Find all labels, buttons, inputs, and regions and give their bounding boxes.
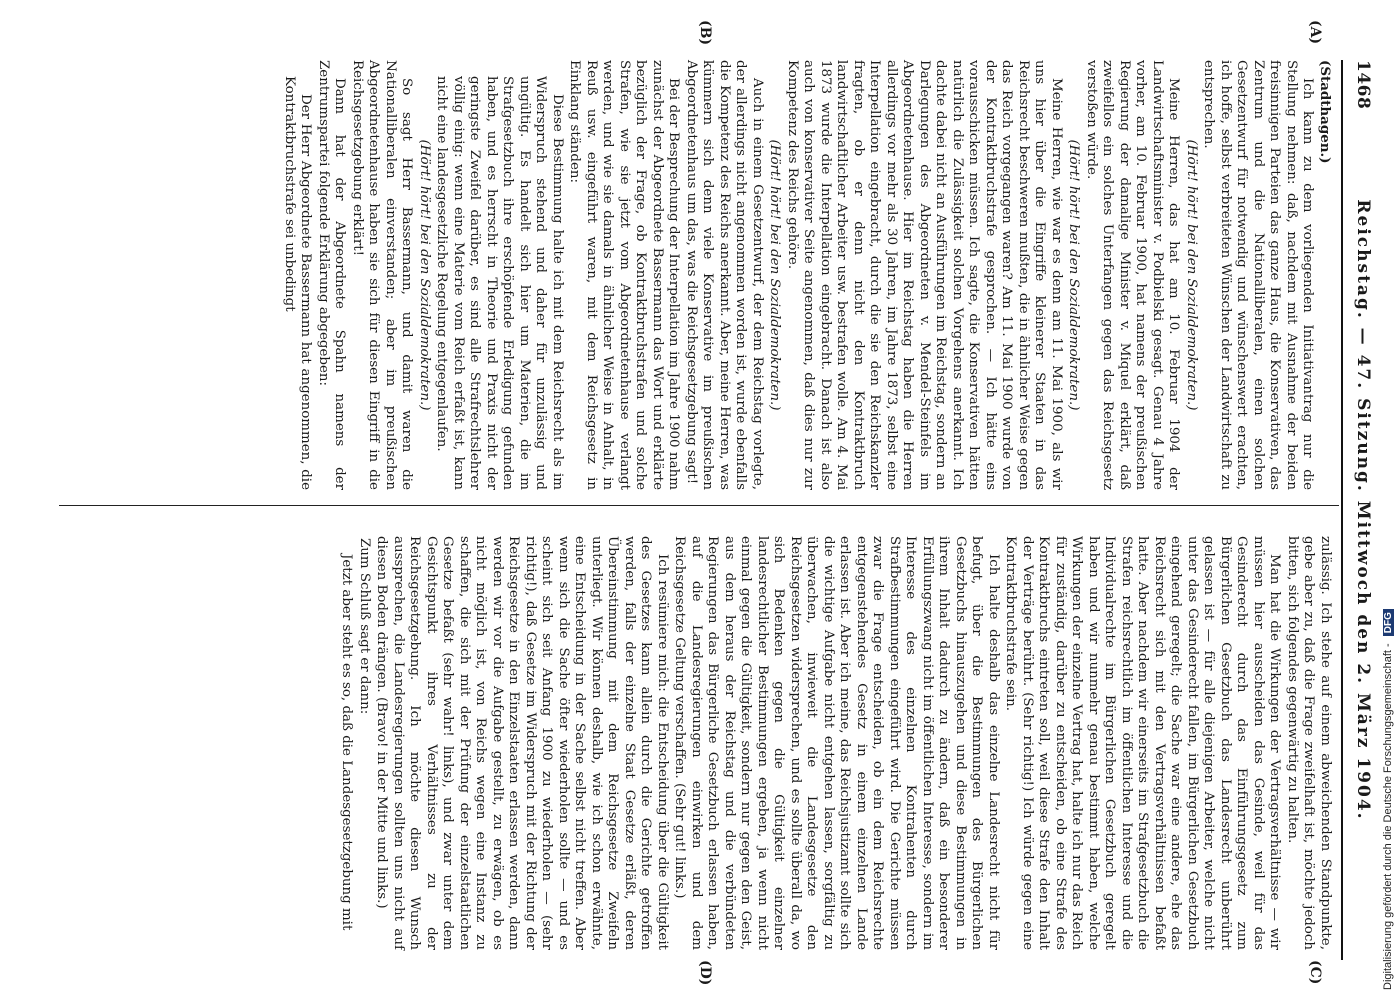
paragraph: Auch in einem Gesetzentwurf, der dem Reichstag vorlegte, der allerdings nicht angenommen worden ist, wurde ebenfalls die Kompetenz des Reichs anerkannt. Aber, meine Herren, was kümmern sich denn viele Konservative im preußischen Abgeordnetenhaus um das, was die Reichsgesetzgebung sagt! (684, 60, 765, 490)
paragraph: So sagt Herr Bassermann, und damit waren die Nationalliberalen einverstanden; aber im preußischen Abgeordnetenhause haben sie sich für diesen Eingriff in die Reichsgesetzgebung erklärt! (350, 60, 415, 490)
left-column (73, 60, 1333, 490)
paragraph: Dann hat der Abgeordnete Spahn namens der Zentrumspartei folgende Erklärung abgegeben: (316, 60, 348, 490)
quotation: Jetzt aber steht es so, daß die Landesgesetzgebung mit (339, 554, 355, 931)
rotated-newspaper-page (63, 0, 1383, 1000)
paragraph: Meine Herren, wie war es denn am 11. Mai 1900, als wir uns hier über die Eingriffe kleinerer Staaten in das Reichsrecht beschweren mußten, die in ähnlicher Weise gegen das Reich vorgegangen waren? Am 11. Mai 1900 wurde von der Kontraktbruchstrafe gesprochen. — Ich hätte eins vorausschicken müssen. Ich sagte, die Konservativen hätten natürlich die Zulässigkeit solchen Vorgehens anerkannt. Ich dachte dabei nicht an Ausführungen im Reichstag, sondern an Darlegungen des Abgeordneten v. Mendel-Steinfels im Abgeordnetenhause. Hier im Reichstag haben die Herren allerdings vor mehr als 30 Jahren, im Jahre 1873, selbst eine Interpellation eingebracht, durch die sie den Reichskanzler fragten, ob er denn nicht den Kontraktbruch landwirtschaftlicher Arbeiter usw. bestrafen wolle. Am 4. Mai 1873 wurde die Interpellation eingebracht. Danach ist also auch von konservativer Seite angenommen, daß dies nur zur Kompetenz des Reichs gehöre. (785, 60, 1064, 490)
interjection: (Hört! hört! bei den Sozialdemokraten.) (1184, 139, 1199, 411)
page-title: Reichstag. — 47. Sitzung. Mittwoch den 2. März 1904. (1353, 199, 1373, 821)
interjection: (Hört! hört! bei den Sozialdemokraten.) (767, 139, 783, 411)
quotation: Man hat die Wirkungen der Vertragsverhältnisse — wir müssen hier ausscheiden das Gesinde, weil für das Gesinderecht durch das Einführungsgesetz zum Bürgerlichen Gesetzbuch das Landesrecht unberührt gelassen ist — für alle diejenigen Arbeiter, welche nicht unter das Gesinderecht fallen, im Bürgerlichen Gesetzbuch eingehend geregelt; die Sache war eine andere, ehe das Reichsrecht sich mit den Vertragsverhältnissen befaßt hatte. Aber nachdem wir einerseits im Strafgesetzbuch die Strafen reichsrechtlich im öffentlichen Interesse und die Individualrechte im Bürgerlichen Gesetzbuch geregelt haben und wir nunmehr genau bestimmt haben, welche Wirkungen der einzelne Vertrag hat, halte ich nur das Reich für zuständig, darüber zu entscheiden, ob eine Strafe des Kontraktbruchs eintreten soll, weil diese Strafe den Inhalt der Verträge berührt. (Sehr richtig!) Ich würde gegen eine Kontraktbruchstrafe sein. (1003, 536, 1283, 950)
funding-note: Digitalisierung gefördert durch die Deutsche Forschungsgemeinschaft - (1382, 643, 1394, 990)
interjection: (Hört! hört! bei den Sozialdemokraten.) (1066, 139, 1082, 411)
page-number: 1468 (1353, 60, 1373, 110)
interjection: (Hört! hört! bei den Sozialdemokraten.) (417, 139, 432, 411)
paragraph: Bei der Besprechung der Interpellation im Jahre 1900 nahm zunächst der Abgeordnete Bassermann das Wort und erklärte bezüglich der Frage, ob Kontraktbruchstrafen und solche Strafen, wie sie jetzt vom Abgeordnetenhause verlangt werden, und wie sie damals in ähnlicher Weise in Anhalt, in Reuß usw. eingeführt waren, mit dem Reichsgesetz in Einklang ständen: (567, 60, 682, 490)
quotation: Der Herr Abgeordnete Bassermann hat angenommen, die Kontraktbruchstrafe sei unbedingt (282, 76, 314, 490)
right-column (73, 520, 1333, 950)
quotation: zulässig. Ich stehe auf einem abweichenden Standpunkte, gebe aber zu, daß die Frage zweifelhaft ist, möchte jedoch bitten, sich folgendes gegenwärtig zu halten. (1285, 536, 1333, 950)
margin-mark-b: (B) (697, 20, 713, 46)
header-rule (1341, 60, 1343, 960)
margin-mark-a: (A) (1307, 20, 1323, 45)
speaker-name: (Stadthagen.) (1317, 60, 1333, 164)
quotation: Ich halte deshalb das einzelne Landesrecht nicht für befugt, über die Bestimmungen des Bürgerlichen Gesetzbuchs hinauszugehen und diese Bestimmungen in ihrem Inhalt dadurch zu ändern, daß ein besonderer Erfüllungszwang nicht im öffentlichen Interesse, sondern im Interesse des einzelnen Kontrahenten durch Strafbestimmungen eingeführt wird. Die Gerichte müssen zwar die Frage entscheiden, ob ein dem Reichsrechte entgegenstehendes Gesetz in einem einzelnen Lande erlassen ist. Aber ich meine, das Reichsjustizamt sollte sich die wichtige Aufgabe nicht entgehen lassen, sorgfältig zu überwachen, inwieweit die Landesgesetze den Reichsgesetzen widersprechen, und es sollte überall da, wo sich Bedenken gegen die Gültigkeit einzelner landesrechtlicher Bestimmungen ergeben, ja wenn nicht einmal gegen die Gültigkeit, sondern nur gegen den Geist, aus dem heraus der Reichstag und die verbündeten Regierungen das Bürgerliche Gesetzbuch erlassen haben, auf die Landesregierungen einwirken und dem Reichsgesetze Geltung verschaffen. (Sehr gut! links.) (672, 536, 1001, 950)
quotation: Ich resümiere mich: die Entscheidung über die Gültigkeit des Gesetzes kann allein durch die Gerichte getroffen werden, falls der einzelne Staat Gesetze erläßt, deren Übereinstimmung mit dem Reichsgesetze Zweifeln unterliegt. Wir können deshalb, wie ich schon erwähnte, eine Entscheidung in der Sache selbst nicht treffen. Aber wenn sich die Sache öfter wiederholen sollte — und es scheint sich seit Anfang 1900 zu wiederholen — (sehr richtig!), daß Gesetze im Widerspruch mit der Richtung der Reichsgesetze in den Einzelstaaten erlassen werden, dann werden wir vor die Aufgabe gestellt, zu erwägen, ob es nicht möglich ist, von Reichs wegen eine Instanz zu schaffen, die sich mit der Prüfung der einzelstaatlichen Gesetze befaßt (sehr wahr! links), und zwar unter dem Gesichtspunkt ihres Verhältnisses zu der Reichsgesetzgebung. Ich möchte diesen Wunsch aussprechen, die Landesregierungen sollten uns nicht auf diesen Boden drängen. (Bravo! in der Mitte und links.) (374, 536, 670, 950)
column-divider (59, 505, 1339, 506)
paragraph: Meine Herren, das hat am 10. Februar 1904 der Landwirtschaftsminister v. Podbielski gesagt. Genau 4 Jahre vorher, am 10. Februar 1900, hat namens der preußischen Regierung der damalige Minister v. Miquel erklärt, daß zweifellos ein solches Unterfangen gegen das Reichsgesetz verstoßen würde. (1084, 60, 1182, 490)
paragraph: Ich kann zu dem vorliegenden Initiativantrag nur die Stellung nehmen: daß, nachdem mit Ausnahme der beiden freisinnigen Parteien das ganze Haus, die Konservativen, das Zentrum und die Nationalliberalen, einen solchen Gesetzentwurf für notwendig und wünschenswert erachten, ich hoffe, selbst verbreiteten Wünschen der Landwirtschaft zu entsprechen. (1201, 60, 1316, 490)
margin-mark-d: (D) (697, 960, 713, 986)
margin-mark-c: (C) (1307, 960, 1323, 985)
quotation: Diese Bestimmung halte ich mit dem Reichsrecht als im Widerspruch stehend und daher für unzulässig und ungültig. Es handelt sich hier um Materien, die im Strafgesetzbuch ihre erschöpfende Erledigung gefunden haben, und es herrscht in Theorie und Praxis nicht der geringste Zweifel darüber, es sind alle Strafrechtslehrer völlig einig: wenn eine Materie vom Reich erfaßt ist, kann nicht eine landesgesetzliche Regelung entgegenlaufen. (434, 76, 565, 490)
digitization-note (1360, 0, 1394, 1000)
dfg-logo: DFG (1383, 609, 1394, 636)
paragraph: Zum Schluß sagt er dann: (357, 538, 372, 715)
